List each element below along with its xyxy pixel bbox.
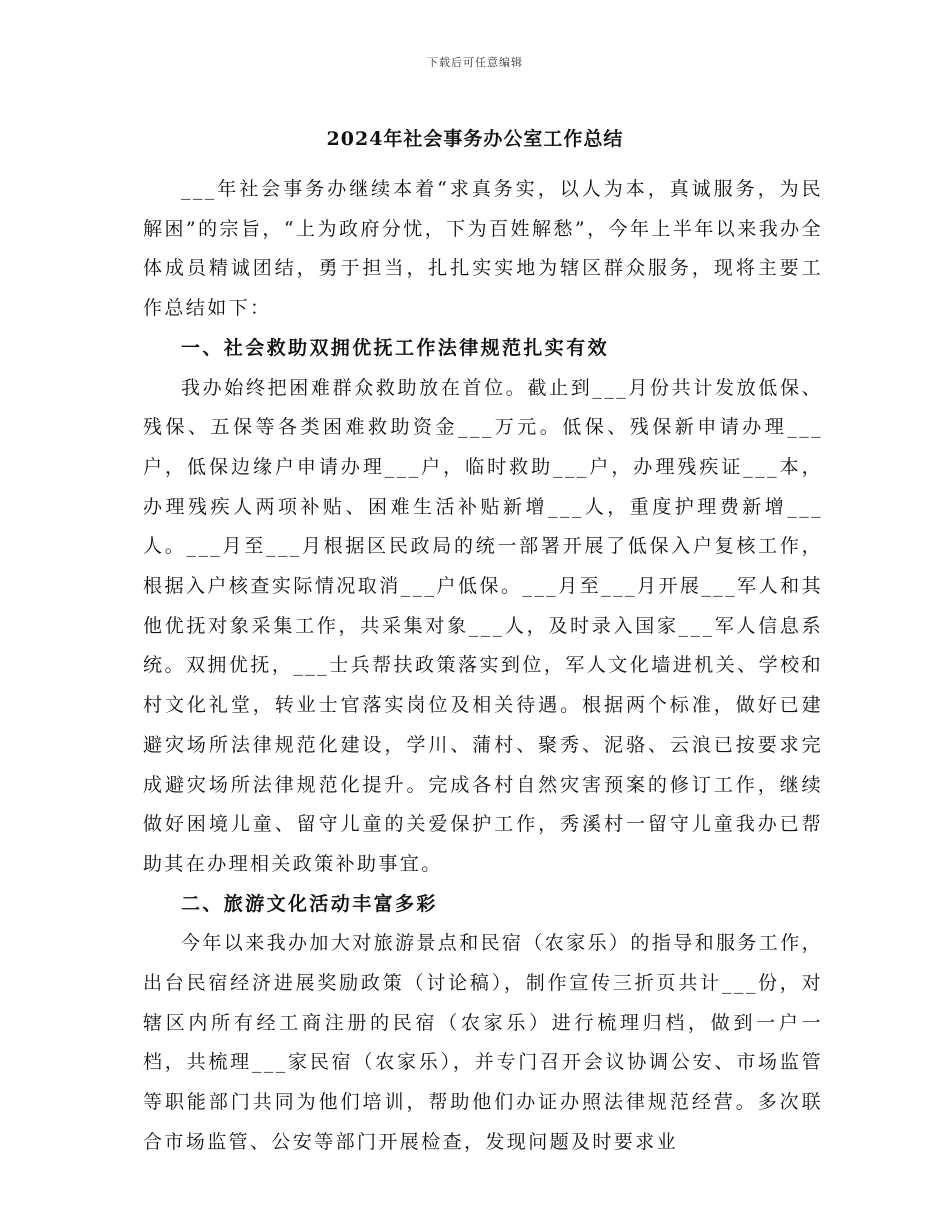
section-body-1: 我办始终把困难群众救助放在首位。截止到___月份共计发放低保、残保、五保等各类困难救助资金___万元。低保、残保新申请办理___户，低保边缘户申请办理___户，临时救助___户，办理残疾证___本，办理残疾人两项补贴、困难生活补贴新增___人，重度护理费新增___人。___月至___月根据区民政局的统一部署开展了低保入户复核工作，根据入户核查实际情况取消___户低保。___月至___月开展___军人和其他优抚对象采集工作，共采集对象___人，及时录入国家___军人信息系统。双拥优抚，___士兵帮扶政策落实到位，军人文化墙进机关、学校和村文化礼堂，转业士官落实岗位及相关待遇。根据两个标准，做好已建避灾场所法律规范化建设，学川、蒲村、聚秀、泥骆、云浪已按要求完成避灾场所法律规范化提升。完成各村自然灾害预案的修订工作，继续做好困境儿童、留守儿童的关爱保护工作，秀溪村一留守儿童我办已帮助其在办理相关政策补助事宜。: [143, 376, 823, 875]
document-title: 2024年社会事务办公室工作总结: [326, 128, 624, 150]
intro-paragraph: ___年社会事务办继续本着“求真务实，以人为本，真诚服务，为民解困”的宗旨，“上为政府分忧，下为百姓解愁”，今年上半年以来我办全体成员精诚团结，勇于担当，扎扎实实地为辖区群众服务，现将主要工作总结如下：: [143, 178, 823, 320]
page-header-note: 下载后可任意编辑: [427, 56, 523, 69]
section-body-2: 今年以来我办加大对旅游景点和民宿（农家乐）的指导和服务工作，出台民宿经济进展奖励政策（讨论稿），制作宣传三折页共计___份，对辖区内所有经工商注册的民宿（农家乐）进行梳理归档，做到一户一档，共梳理___家民宿（农家乐），并专门召开会议协调公安、市场监管等职能部门共同为他们培训，帮助他们办证办照法律规范经营。多次联合市场监管、公安等部门开展检查，发现问题及时要求业: [143, 932, 824, 1153]
section-heading-2: 二、旅游文化活动丰富多彩: [181, 892, 438, 915]
section-heading-1: 一、社会救助双拥优抚工作法律规范扎实有效: [181, 336, 610, 359]
document-body: [143, 170, 823, 1163]
